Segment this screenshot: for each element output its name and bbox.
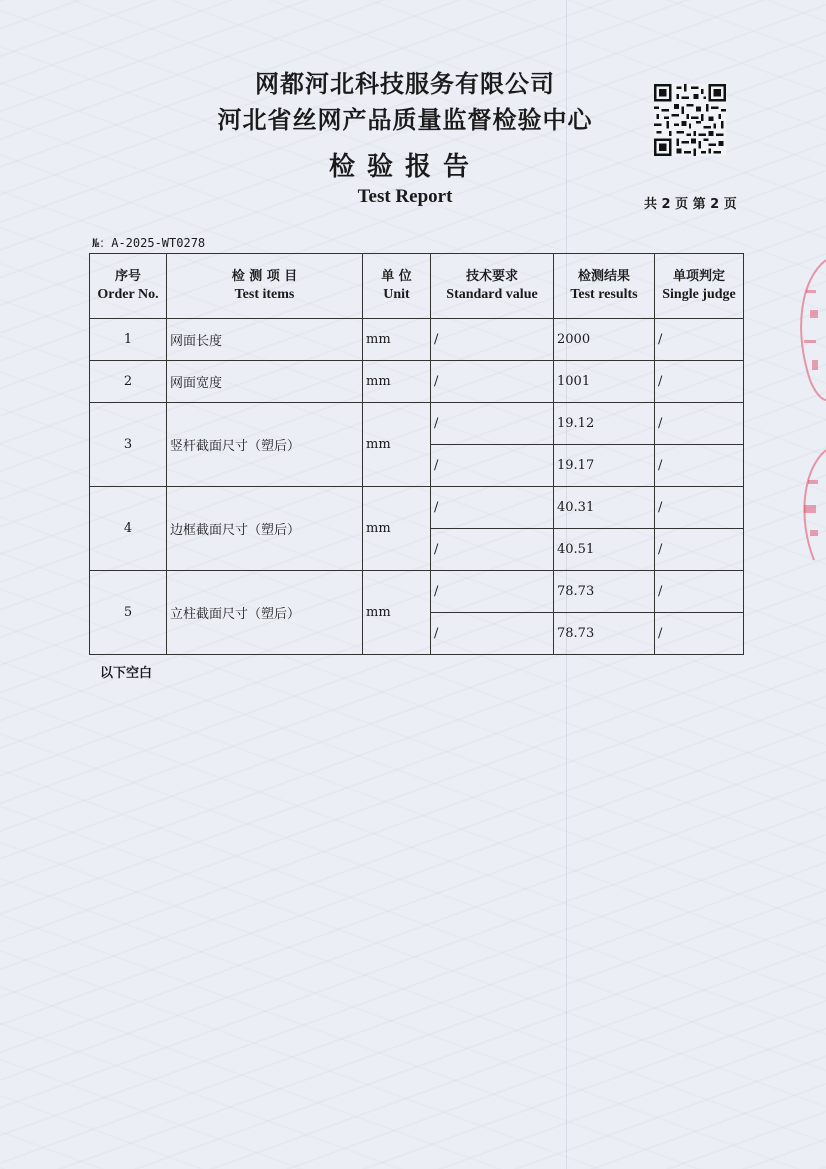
order-no-cell: 1 <box>90 319 167 361</box>
blank-below-note: 以下空白 <box>100 666 153 681</box>
table-row <box>90 319 744 361</box>
test-item-cell: 边框截面尺寸（塑后） <box>167 487 363 571</box>
seal-stamp-icon <box>790 250 826 570</box>
org-name-line-2: 河北省丝网产品质量监督检验中心 <box>217 106 593 134</box>
table-row <box>90 487 744 529</box>
single-judge-cell: / <box>655 319 744 361</box>
single-judge-cell: / <box>655 613 744 655</box>
unit-cell: mm <box>363 319 431 361</box>
order-no-cell: 2 <box>90 361 167 403</box>
standard-value-cell: / <box>431 445 554 487</box>
standard-value-cell: / <box>431 403 554 445</box>
test-result-cell: 40.51 <box>554 529 655 571</box>
test-result-cell: 19.12 <box>554 403 655 445</box>
single-judge-cell: / <box>655 403 744 445</box>
report-title-cn: 检验报告 <box>328 152 481 182</box>
test-result-cell: 40.31 <box>554 487 655 529</box>
test-item-cell: 竖杆截面尺寸（塑后） <box>167 403 363 487</box>
order-no-cell: 5 <box>90 571 167 655</box>
single-judge-cell: / <box>655 487 744 529</box>
unit-cell: mm <box>363 487 431 571</box>
col-header-single-judge: 单项判定 Single judge <box>655 254 744 319</box>
col-header-standard-value: 技术要求 Standard value <box>431 254 554 319</box>
unit-cell: mm <box>363 571 431 655</box>
col-header-order-no: 序号 Order No. <box>90 254 167 319</box>
table-row <box>90 361 744 403</box>
unit-cell: mm <box>363 361 431 403</box>
order-no-cell: 4 <box>90 487 167 571</box>
test-item-cell: 网面长度 <box>167 319 363 361</box>
col-header-test-items: 检 测 项 目 Test items <box>167 254 363 319</box>
test-result-cell: 19.17 <box>554 445 655 487</box>
single-judge-cell: / <box>655 529 744 571</box>
unit-cell: mm <box>363 403 431 487</box>
table-row <box>90 571 744 613</box>
test-item-cell: 网面宽度 <box>167 361 363 403</box>
report-title-en: Test Report <box>357 186 453 207</box>
order-no-cell: 3 <box>90 403 167 487</box>
single-judge-cell: / <box>655 445 744 487</box>
single-judge-cell: / <box>655 361 744 403</box>
table-header-row <box>90 254 744 319</box>
test-result-cell: 78.73 <box>554 571 655 613</box>
standard-value-cell: / <box>431 319 554 361</box>
standard-value-cell: / <box>431 487 554 529</box>
col-header-test-results: 检测结果 Test results <box>554 254 655 319</box>
standard-value-cell: / <box>431 361 554 403</box>
test-result-cell: 2000 <box>554 319 655 361</box>
page-count: 共 2 页 第 2 页 <box>644 197 737 212</box>
test-result-cell: 1001 <box>554 361 655 403</box>
standard-value-cell: / <box>431 613 554 655</box>
test-item-cell: 立柱截面尺寸（塑后） <box>167 571 363 655</box>
test-results-table <box>89 253 744 655</box>
col-header-unit: 单 位 Unit <box>363 254 431 319</box>
test-result-cell: 78.73 <box>554 613 655 655</box>
single-judge-cell: / <box>655 571 744 613</box>
report-number: №：A-2025-WT0278 <box>92 236 206 250</box>
table-row <box>90 403 744 445</box>
standard-value-cell: / <box>431 529 554 571</box>
standard-value-cell: / <box>431 571 554 613</box>
org-name-line-1: 网都河北科技服务有限公司 <box>255 70 555 98</box>
